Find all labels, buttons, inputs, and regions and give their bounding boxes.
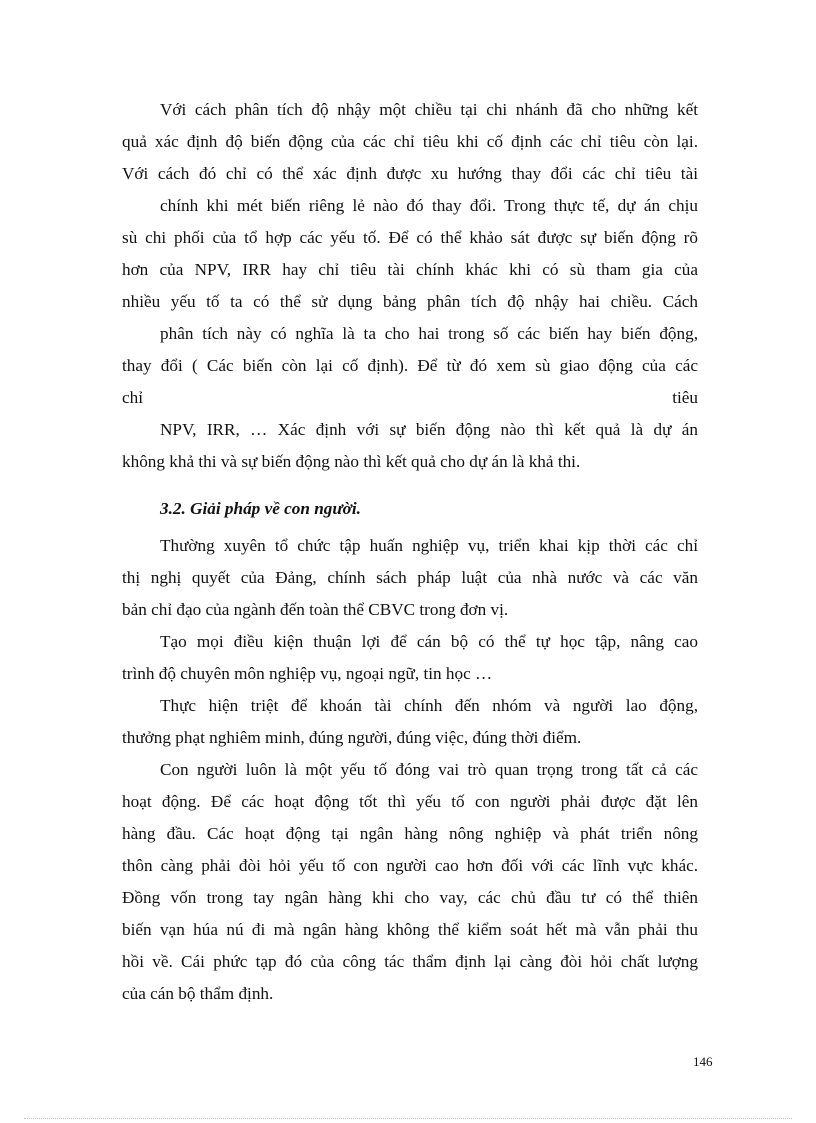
paragraph-line: bản chỉ đạo của ngành đến toàn thể CBVC trong đơn vị. bbox=[122, 600, 509, 619]
paragraph-line: hoạt động. Để các hoạt động tốt thì yếu tố con người phải được đặt lên bbox=[122, 792, 698, 811]
section-heading: 3.2. Giải pháp về con người. bbox=[160, 499, 361, 518]
paragraph-line: hàng đầu. Các hoạt động tại ngân hàng nông nghiệp và phát triển nông bbox=[122, 824, 698, 843]
paragraph-line: Với cách phân tích độ nhậy một chiều tại chi nhánh đã cho những kết bbox=[160, 100, 698, 119]
paragraph-line: hồi về. Cái phức tạp đó của công tác thẩm định lại càng đòi hỏi chất lượng bbox=[122, 952, 698, 971]
paragraph-line: của cán bộ thẩm định. bbox=[122, 984, 274, 1003]
paragraph-line: không khả thi và sự biến động nào thì kết quả cho dự án là khả thi. bbox=[122, 452, 581, 471]
paragraph-line: sù chi phối của tổ hợp các yếu tố. Để có thể khảo sát được sự biến động rõ bbox=[122, 228, 698, 247]
paragraph-line: phân tích này có nghĩa là ta cho hai trong số các biến hay biến động, bbox=[160, 324, 698, 343]
paragraph-line: chính khi mét biến riêng lẻ nào đó thay đổi. Trong thực tế, dự án chịu bbox=[160, 196, 698, 215]
paragraph-line: Đồng vốn trong tay ngân hàng khi cho vay, các chủ đầu tư có thể thiên bbox=[122, 888, 698, 907]
paragraph-line: quả xác định độ biến động của các chỉ tiêu khi cố định các chỉ tiêu còn lại. bbox=[122, 132, 698, 151]
paragraph-line: Thực hiện triệt để khoán tài chính đến nhóm và người lao động, bbox=[160, 696, 698, 715]
paragraph-line: trình độ chuyên môn nghiệp vụ, ngoại ngữ, tin học … bbox=[122, 664, 493, 683]
paragraph-line: thôn càng phải đòi hỏi yếu tố con người cao hơn đối với các lĩnh vực khác. bbox=[122, 856, 698, 875]
paragraph-line: nhiều yếu tố ta có thể sử dụng bảng phân tích độ nhậy hai chiều. Cách bbox=[122, 292, 698, 311]
paragraph-line: NPV, IRR, … Xác định với sự biến động nào thì kết quả là dự án bbox=[160, 420, 698, 439]
paragraph-line: Con người luôn là một yếu tố đóng vai trò quan trọng trong tất cả các bbox=[160, 760, 698, 779]
paragraph-line: Tạo mọi điều kiện thuận lợi để cán bộ có thể tự học tập, nâng cao bbox=[160, 632, 698, 651]
page-number: 146 bbox=[693, 1054, 713, 1069]
paragraph-line: thay đổi ( Các biến còn lại cố định). Để từ đó xem sù giao động của các bbox=[122, 356, 698, 375]
footer-divider bbox=[24, 1118, 792, 1119]
paragraph-line: thị nghị quyết của Đảng, chính sách pháp luật của nhà nước và các văn bbox=[122, 568, 698, 587]
paragraph-line: biến vạn húa nú đi mà ngân hàng không thể kiểm soát hết mà vẫn phải thu bbox=[122, 920, 698, 939]
paragraph-line: chỉ bbox=[122, 388, 143, 407]
paragraph-line-end: tiêu bbox=[672, 388, 698, 407]
paragraph-line: thưởng phạt nghiêm minh, đúng người, đúng việc, đúng thời điểm. bbox=[122, 728, 582, 747]
paragraph-line: Với cách đó chỉ có thể xác định được xu hướng thay đổi các chỉ tiêu tài bbox=[122, 164, 698, 183]
paragraph-line: hơn của NPV, IRR hay chỉ tiêu tài chính khác khi có sù tham gia của bbox=[122, 260, 698, 279]
paragraph-line: Thường xuyên tổ chức tập huấn nghiệp vụ, triển khai kịp thời các chỉ bbox=[160, 536, 698, 555]
